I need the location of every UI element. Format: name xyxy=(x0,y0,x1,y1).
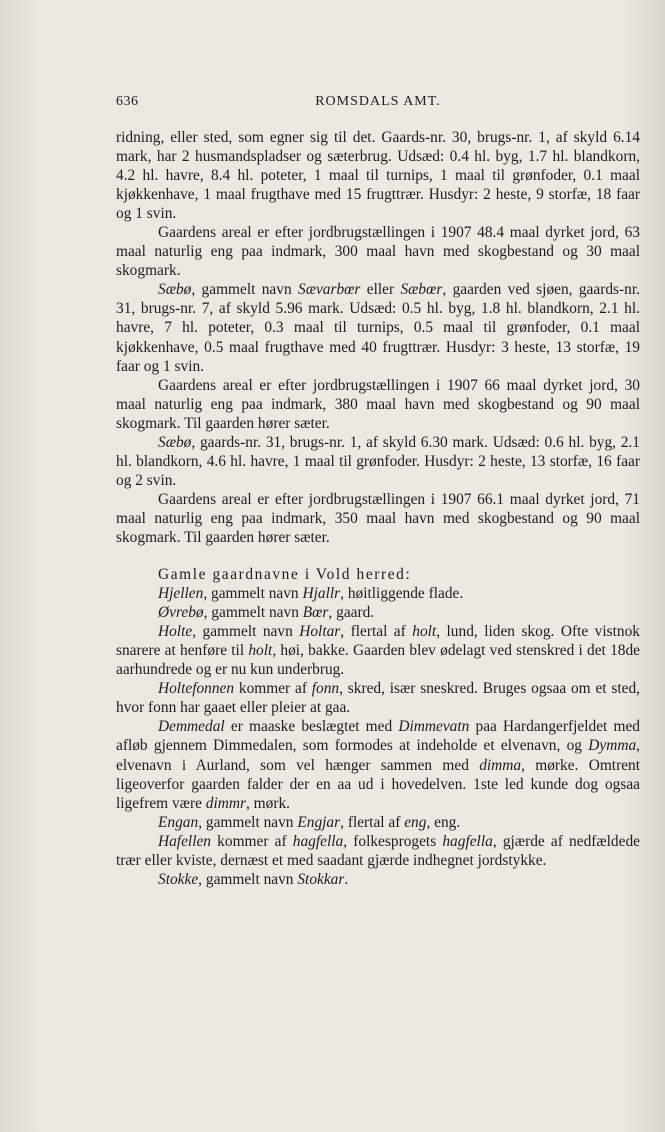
paragraph: ridning, eller sted, som egner sig til det. Gaards-nr. 30, brugs-nr. 1, af skyld 6.14 mark, har 2 husmandspladser og sæterbrug. Udsæd: 0.4 hl. byg, 1.7 hl. blandkorn, 4.2 hl. havre, 8.4 hl. poteter, 1 maal til turnips, 1 maal til grønfoder, 0.1 maal kjøkkenhave, 1 maal frugthave med 15 frugttrær. Husdyr: 2 heste, 9 storfæ, 18 faar og 1 svin. xyxy=(116,129,640,223)
paragraph: Gaardens areal er efter jordbrugstællingen i 1907 66 maal dyrket jord, 30 maal naturlig eng paa indmark, 380 maal havn med skogbestand og 90 maal skogmark. Til gaarden hører sæter. xyxy=(116,376,640,432)
paragraph: Holtefonnen kommer af fonn, skred, især sneskred. Bruges ogsaa om et sted, hvor fonn har gaaet eller pleier at gaa. xyxy=(116,680,640,717)
paragraph: Øvrebø, gammelt navn Bœr, gaard. xyxy=(158,604,375,622)
paragraph: Hjellen, gammelt navn Hjallr, høitliggende flade. xyxy=(158,585,464,603)
paragraph: Gaardens areal er efter jordbrugstællingen i 1907 66.1 maal dyrket jord, 71 maal naturlig eng paa indmark, 350 maal havn med skogbestand og 90 maal skogmark. Til gaarden hører sæter. xyxy=(116,490,640,546)
paragraph: Sæbø, gammelt navn Sævarbœr eller Sæbœr, gaarden ved sjøen, gaards-nr. 31, brugs-nr. 7, af skyld 5.96 mark. Udsæd: 0.5 hl. byg, 1.8 hl. blandkorn, 2.1 hl. havre, 7 hl. poteter, 0.3 maal til turnips, 0.5 maal til grønfoder, 0.1 maal kjøkkenhave, 0.5 maal frugthave med 40 frugttrær. Husdyr: 3 heste, 13 storfæ, 19 faar og 1 svin. xyxy=(116,281,640,375)
running-title: ROMSDALS AMT. xyxy=(315,94,441,109)
paragraph: Stokke, gammelt navn Stokkar. xyxy=(158,870,349,888)
paragraph: Holte, gammelt navn Holtar, flertal af holt, lund, liden skog. Ofte vistnok snarere at henføre til holt, høi, bakke. Gaarden blev ødelagt ved stenskred i det 18de aarhundrede og er nu kun underbrug. xyxy=(116,623,640,679)
page-number: 636 xyxy=(116,94,139,109)
paragraph: Gaardens areal er efter jordbrugstællingen i 1907 48.4 maal dyrket jord, 63 maal naturlig eng paa indmark, 300 maal havn med skogbestand og 30 maal skogmark. xyxy=(116,224,640,280)
section-heading: Gamle gaardnavne i Vold herred: xyxy=(158,566,412,584)
section-gap xyxy=(116,547,640,565)
paragraph: Engan, gammelt navn Engjar, flertal af eng, eng. xyxy=(158,813,461,831)
paragraph: Hafellen kommer af hagfella, folkesprogets hagfella, gjærde af nedfældede trær eller kviste, dernæst et med saadant gjærde indhegnet jordstykke. xyxy=(116,832,640,869)
page-body xyxy=(116,128,640,889)
paragraph: Demmedal er maaske beslægtet med Dimmevatn paa Hardangerfjeldet med afløb gjennem Dimmedalen, som formodes at indeholde et elvenavn, og Dymma, elvenavn i Aurland, som vel hænger sammen med dimma, mørke. Omtrent ligeoverfor gaarden falder der en aa ud i hovedelven. 1ste led kunde dog ogsaa ligefrem være dimmr, mørk. xyxy=(116,718,641,812)
paragraph: Sæbø, gaards-nr. 31, brugs-nr. 1, af skyld 6.30 mark. Udsæd: 0.6 hl. byg, 2.1 hl. blandkorn, 4.6 hl. havre, 1 maal til grønfoder. Husdyr: 2 heste, 13 storfæ, 16 faar og 2 svin. xyxy=(116,433,640,489)
